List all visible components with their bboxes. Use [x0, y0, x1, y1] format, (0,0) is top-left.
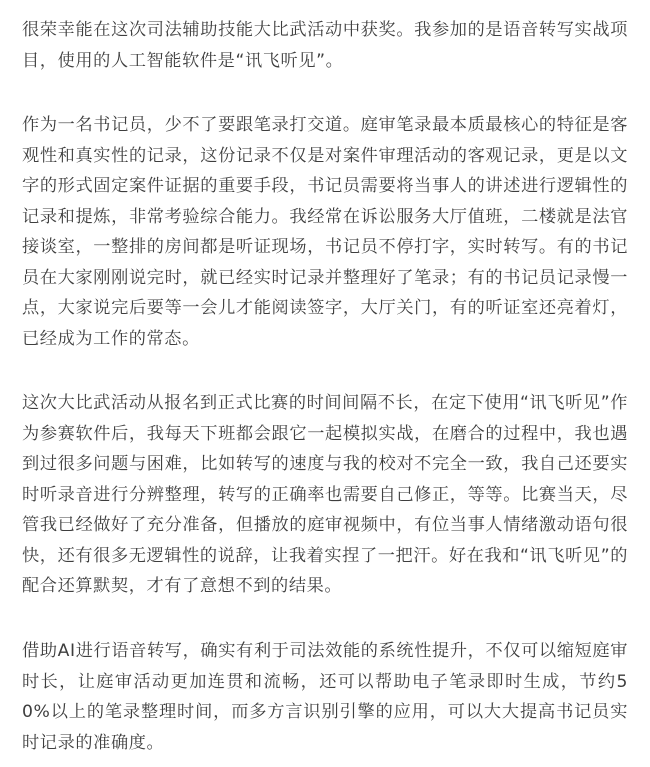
paragraph-clerk-work: 作为一名书记员，少不了要跟笔录打交道。庭审笔录最本质最核心的特征是客观性和真实性的记录，这份记录不仅是对案件审理活动的客观记录，更是以文字的形式固定案件证据的重要手段，书记员需要将当事人的讲述进行逻辑性的记录和提炼，非常考验综合能力。我经常在诉讼服务大厅值班，二楼就是法官接谈室，一整排的房间都是听证现场，书记员不停打字，实时转写。有的书记员在大家刚刚说完时，就已经实时记录并整理好了笔录；有的书记员记录慢一点，大家说完后要等一会儿才能阅读签字，大厅关门，有的听证室还亮着灯，已经成为工作的常态。 [22, 115, 628, 349]
paragraph-award-intro: 很荣幸能在这次司法辅助技能大比武活动中获奖。我参加的是语音转写实战项目，使用的人工智能软件是“讯飞听见”。 [22, 20, 628, 71]
paragraph-competition-prep: 这次大比武活动从报名到正式比赛的时间间隔不长，在定下使用“讯飞听见”作为参赛软件后，我每天下班都会跟它一起模拟实战，在磨合的过程中，我也遇到过很多问题与困难，比如转写的速度与我的校对不完全一致，我自己还要实时听录音进行分辨整理，转写的正确率也需要自己修正，等等。比赛当天，尽管我已经做好了充分准备，但播放的庭审视频中，有位当事人情绪激动语句很快，还有很多无逻辑性的说辞，让我着实捏了一把汗。好在我和“讯飞听见”的配合还算默契，才有了意想不到的结果。 [22, 393, 628, 596]
paragraph-ai-benefits: 借助AI进行语音转写，确实有利于司法效能的系统性提升，不仅可以缩短庭审时长，让庭审活动更加连贯和流畅，还可以帮助电子笔录即时生成，节约50%以上的笔录整理时间，而多方言识别引擎的应用，可以大大提高书记员实时记录的准确度。 [22, 641, 628, 753]
